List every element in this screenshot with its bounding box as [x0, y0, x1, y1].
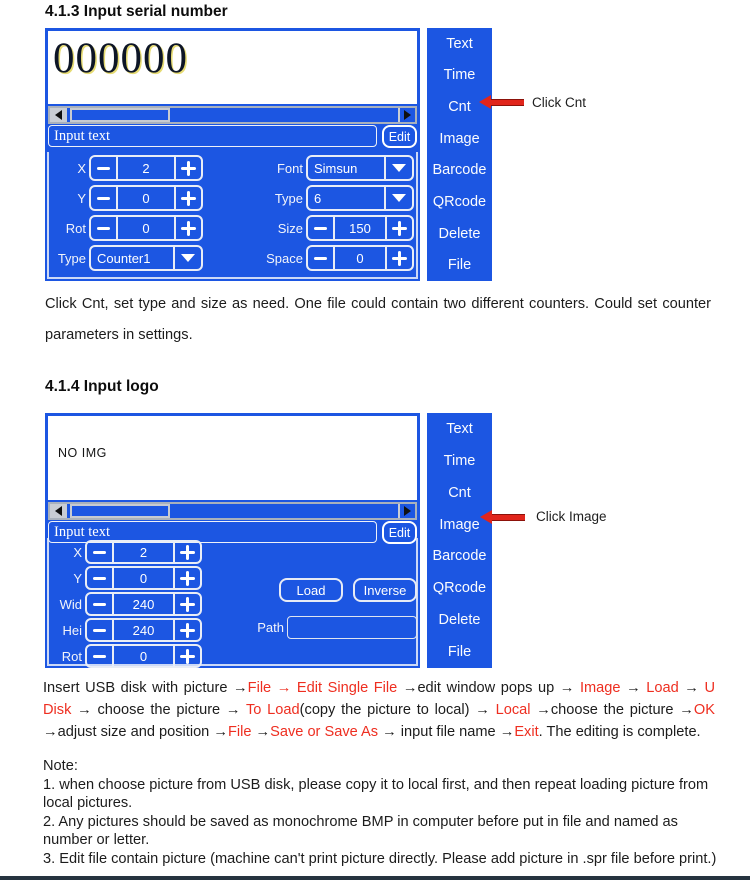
field-label: Y — [77, 190, 86, 206]
procedure-paragraph: Insert USB disk with picture →File → Edit Single File →edit window pops up → Image → Load → U Disk → choose the picture → To Load(copy the picture to local) → Local →choose the picture →OK →adjust size and position →File →Save or Save As → input file name →Exit. The editing is complete. — [43, 680, 716, 740]
input-text-field[interactable] — [48, 125, 377, 147]
note-item: 2. Any pictures should be saved as monochrome BMP in computer before put in file and named as number or letter. — [43, 813, 678, 848]
counter-preview-text: 000000 — [53, 35, 188, 82]
minus-button[interactable] — [87, 646, 114, 666]
edit-button[interactable]: Edit — [382, 125, 417, 148]
value-display: 240 — [132, 596, 155, 612]
minus-icon — [97, 197, 110, 200]
chevron-down-icon — [392, 164, 406, 172]
plus-icon — [392, 251, 407, 266]
menu-item-file[interactable]: File — [447, 644, 472, 661]
print-preview-area — [48, 31, 417, 104]
plus-button[interactable] — [173, 542, 200, 562]
chevron-down-icon — [392, 194, 406, 202]
parameter-controls — [47, 538, 418, 666]
dropdown-value: 6 — [314, 190, 322, 206]
plus-icon — [392, 221, 407, 236]
edit-button[interactable]: Edit — [382, 521, 417, 544]
field-label: Type — [274, 190, 303, 206]
plus-icon — [180, 649, 195, 664]
minus-icon — [314, 227, 327, 230]
arrow-shaft — [491, 99, 524, 106]
menu-item-barcode[interactable]: Barcode — [432, 162, 487, 179]
note-item: 3. Edit file contain picture (machine can't print picture directly. Please add picture in .spr file before print.) — [43, 850, 717, 867]
plus-button[interactable] — [174, 187, 201, 209]
dropdown-button[interactable] — [384, 187, 412, 209]
parameter-controls — [47, 152, 418, 279]
value-display: 2 — [142, 160, 150, 176]
field-label: Hei — [62, 622, 82, 638]
menu-item-cnt[interactable]: Cnt — [448, 99, 471, 116]
logo-editor-panel — [45, 413, 420, 668]
plus-icon — [180, 623, 195, 638]
click-image-arrow — [480, 510, 525, 524]
value-display: 150 — [349, 220, 371, 236]
object-type-menu — [427, 413, 492, 668]
page-footer-rule — [0, 876, 750, 880]
minus-icon — [97, 227, 110, 230]
minus-icon — [97, 167, 110, 170]
scroll-right-button[interactable] — [398, 504, 415, 518]
minus-button[interactable] — [87, 620, 114, 640]
menu-item-time[interactable]: Time — [443, 67, 476, 84]
value-display: 0 — [356, 250, 364, 266]
field-label: X — [77, 160, 86, 176]
dropdown-button[interactable] — [384, 157, 412, 179]
scroll-right-icon — [404, 506, 411, 516]
value-display: 0 — [139, 570, 148, 586]
section-heading-413: 4.1.3 Input serial number — [45, 3, 228, 20]
minus-button[interactable] — [91, 217, 118, 239]
field-label: Type — [57, 250, 86, 266]
minus-button[interactable] — [87, 542, 114, 562]
dropdown-value: Counter1 — [97, 250, 151, 266]
scroll-right-icon — [404, 110, 411, 120]
minus-icon — [93, 603, 106, 606]
load-button[interactable]: Load — [279, 578, 343, 602]
dropdown-row-type — [49, 245, 203, 271]
minus-icon — [93, 551, 106, 554]
scroll-right-button[interactable] — [398, 108, 415, 122]
note-label: Note: — [43, 758, 78, 774]
dropdown-row-font — [245, 155, 414, 181]
field-label: Size — [277, 220, 303, 236]
menu-item-time[interactable]: Time — [443, 452, 476, 469]
menu-item-file[interactable]: File — [447, 257, 472, 274]
plus-button[interactable] — [173, 646, 200, 666]
dropdown-value: Simsun — [314, 160, 358, 176]
horizontal-scrollbar — [48, 106, 417, 124]
plus-button[interactable] — [173, 568, 200, 588]
stepper-row-wid — [49, 592, 202, 616]
minus-icon — [314, 257, 327, 260]
value-display: 0 — [142, 190, 150, 206]
stepper-row-size — [245, 215, 414, 241]
minus-button[interactable] — [91, 187, 118, 209]
arrow-shaft — [492, 514, 525, 521]
menu-item-delete[interactable]: Delete — [438, 612, 481, 629]
scroll-left-icon — [55, 110, 62, 120]
plus-button[interactable] — [385, 247, 412, 269]
plus-button[interactable] — [174, 217, 201, 239]
plus-icon — [180, 545, 195, 560]
menu-item-image[interactable]: Image — [439, 516, 480, 533]
horizontal-scrollbar — [48, 502, 417, 520]
chevron-down-icon — [181, 254, 195, 262]
scrollbar-track[interactable] — [170, 504, 398, 518]
field-label: Rot — [65, 220, 86, 236]
field-label: Wid — [59, 596, 82, 612]
stepper-row-y — [49, 185, 203, 211]
note-block — [43, 757, 719, 868]
click-cnt-arrow — [479, 95, 524, 109]
minus-button[interactable] — [87, 594, 114, 614]
stepper-row-x — [49, 155, 203, 181]
inverse-button[interactable]: Inverse — [353, 578, 417, 602]
value-display: 240 — [132, 622, 155, 638]
scroll-left-button[interactable] — [50, 108, 67, 122]
menu-item-cnt[interactable]: Cnt — [448, 484, 471, 501]
menu-item-image[interactable]: Image — [439, 130, 480, 147]
path-label: Path — [257, 620, 284, 635]
stepper-row-y — [49, 566, 202, 590]
minus-icon — [93, 577, 106, 580]
minus-button[interactable] — [91, 157, 118, 179]
section-heading-414: 4.1.4 Input logo — [45, 378, 159, 395]
plus-button[interactable] — [173, 594, 200, 614]
value-display: 0 — [139, 648, 148, 664]
stepper-row-x — [49, 540, 202, 564]
stepper-row-space — [245, 245, 414, 271]
minus-icon — [93, 655, 106, 658]
scrollbar-track[interactable] — [170, 108, 398, 122]
arrow-left-icon — [480, 510, 492, 524]
scroll-left-icon — [55, 506, 62, 516]
menu-item-barcode[interactable]: Barcode — [432, 548, 487, 565]
menu-item-qrcode[interactable]: QRcode — [432, 580, 487, 597]
minus-button[interactable] — [308, 217, 335, 239]
note-item: 1. when choose picture from USB disk, please copy it to local first, and then repeat loading picture from local pictures. — [43, 776, 709, 811]
plus-button[interactable] — [174, 157, 201, 179]
menu-item-text[interactable]: Text — [446, 35, 473, 52]
click-cnt-label: Click Cnt — [532, 95, 587, 110]
stepper-row-hei — [49, 618, 202, 642]
scroll-left-button[interactable] — [50, 504, 67, 518]
minus-button[interactable] — [87, 568, 114, 588]
plus-button[interactable] — [173, 620, 200, 640]
object-type-menu — [427, 28, 492, 281]
no-image-text: NO IMG — [58, 446, 107, 460]
print-preview-area — [48, 416, 417, 500]
arrow-left-icon — [479, 95, 491, 109]
menu-item-text[interactable]: Text — [446, 420, 473, 437]
plus-icon — [180, 597, 195, 612]
dropdown-button[interactable] — [173, 247, 201, 269]
plus-button[interactable] — [385, 217, 412, 239]
value-display: 2 — [139, 544, 148, 560]
menu-item-delete[interactable]: Delete — [438, 225, 481, 242]
minus-button[interactable] — [308, 247, 335, 269]
minus-icon — [93, 629, 106, 632]
field-label: Font — [276, 160, 303, 176]
plus-icon — [181, 191, 196, 206]
menu-item-qrcode[interactable]: QRcode — [432, 193, 487, 210]
value-display: 0 — [142, 220, 150, 236]
stepper-row-rot — [49, 644, 202, 668]
serial-editor-panel — [45, 28, 420, 281]
field-label: Rot — [61, 648, 82, 664]
scrollbar-thumb[interactable] — [70, 504, 170, 518]
path-field[interactable] — [287, 616, 417, 639]
plus-icon — [180, 571, 195, 586]
click-image-label: Click Image — [536, 509, 607, 524]
field-label: Space — [266, 250, 303, 266]
dropdown-row-type2 — [245, 185, 414, 211]
field-label: X — [73, 544, 82, 560]
stepper-row-rot — [49, 215, 203, 241]
scrollbar-thumb[interactable] — [70, 108, 170, 122]
plus-icon — [181, 161, 196, 176]
paragraph-counter: Click Cnt, set type and size as need. One file could contain two different counters. Could set counter parameters in settings. — [45, 296, 711, 343]
plus-icon — [181, 221, 196, 236]
field-label: Y — [73, 570, 82, 586]
